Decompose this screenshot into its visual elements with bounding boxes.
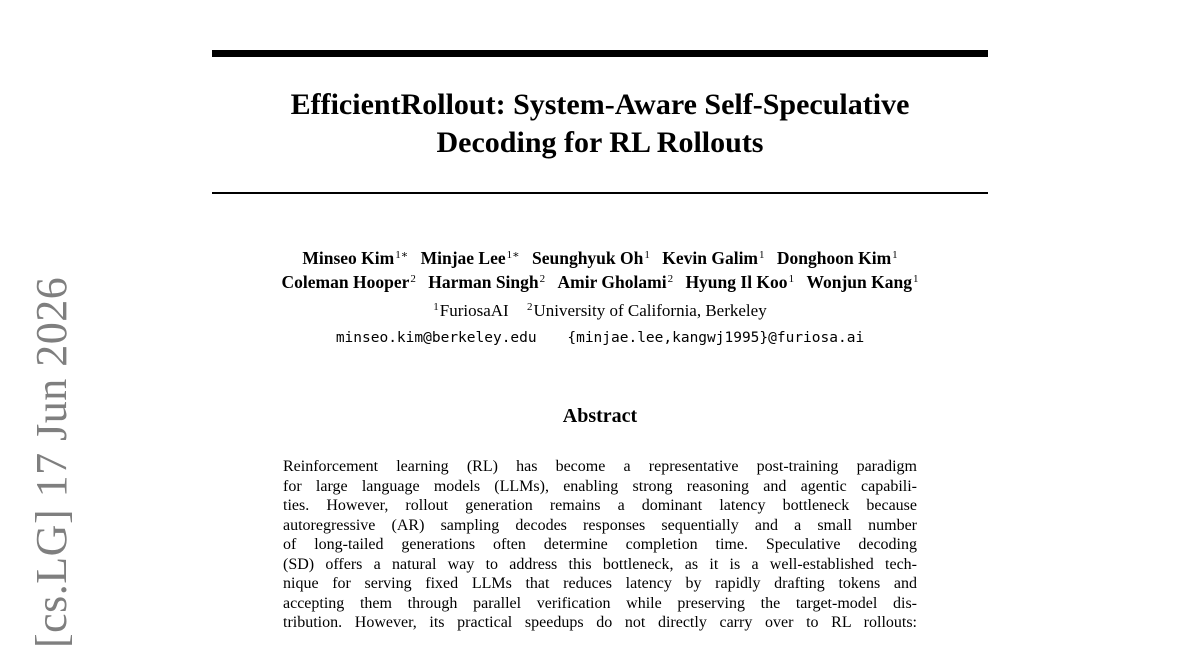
author-row (190, 246, 1010, 270)
arxiv-side-stamp: [cs.LG] 17 Jun 2026 (27, 276, 76, 648)
abstract-line: of long-tailed generations often determine completion time. Speculative decoding (283, 536, 917, 553)
email-address[interactable]: {minjae.lee,kangwj1995}@furiosa.ai (567, 330, 865, 346)
abstract-line: autoregressive (AR) sampling decodes responses sequentially and a small number (283, 516, 917, 534)
abstract-body (283, 457, 917, 633)
author (428, 270, 545, 294)
affiliation (527, 300, 767, 322)
abstract-line: (SD) offers a natural way to address this bottleneck, as it is a well-established tech- (283, 555, 917, 573)
abstract-line: Reinforcement learning (RL) has become a representative post-training paradigm (283, 458, 917, 475)
author-name: Kevin Galim (662, 248, 759, 268)
author (806, 270, 918, 294)
author (302, 246, 408, 270)
affiliations (212, 300, 988, 322)
title-bottom-rule (212, 192, 988, 194)
affiliation-name: University of California, Berkeley (533, 301, 767, 320)
author-name: Minseo Kim (302, 248, 395, 268)
author-name: Amir Gholami (557, 272, 667, 292)
author (532, 246, 650, 270)
abstract-line: ties. However, rollout generation remains a dominant latency bottleneck because (283, 497, 917, 514)
affiliation-mark: 1 (433, 301, 439, 313)
author-affiliation-mark: 1∗ (506, 249, 520, 261)
author (662, 246, 764, 270)
author (558, 270, 674, 294)
author-affiliation-mark: 1 (912, 273, 919, 285)
author-list (190, 246, 1010, 294)
abstract-heading: Abstract (562, 405, 638, 427)
paper-title-line: Decoding for RL Rollouts (436, 126, 764, 159)
affiliation-mark: 2 (526, 301, 533, 313)
contact-emails (212, 328, 988, 348)
paper-title-line: EfficientRollout: System-Aware Self-Speculative (290, 88, 910, 121)
author-row (190, 270, 1010, 294)
author-name: Seunghyuk Oh (531, 248, 644, 268)
author-affiliation-mark: 2 (667, 273, 674, 285)
author-affiliation-mark: 1 (759, 249, 765, 261)
abstract-line: accepting them through parallel verification while preserving the target-model dis- (283, 594, 917, 612)
email-address[interactable]: minseo.kim@berkeley.edu (335, 330, 537, 346)
author (777, 246, 898, 270)
abstract-line: nique for serving fixed LLMs that reduces latency by rapidly drafting tokens and (283, 575, 917, 592)
author-name: Harman Singh (428, 272, 539, 292)
author (685, 270, 794, 294)
author-affiliation-mark: 1∗ (395, 249, 409, 261)
affiliation (433, 300, 508, 322)
title-top-rule (212, 50, 988, 57)
abstract-line: tribution. However, its practical speedups do not directly carry over to RL rollouts: (283, 614, 917, 631)
author (421, 246, 520, 270)
paper-title (212, 86, 988, 162)
author-affiliation-mark: 2 (539, 273, 546, 285)
author-name: Minjae Lee (420, 248, 506, 268)
author-affiliation-mark: 1 (788, 273, 795, 285)
author-affiliation-mark: 2 (410, 273, 416, 285)
abstract-line: for large language models (LLMs), enabling strong reasoning and agentic capabili- (283, 477, 917, 495)
affiliation-name: FuriosaAI (439, 301, 509, 320)
author-name: Wonjun Kang (806, 272, 912, 292)
author-name: Donghoon Kim (776, 248, 892, 268)
author-name: Coleman Hooper (281, 272, 410, 292)
author-affiliation-mark: 1 (644, 249, 650, 261)
author-name: Hyung Il Koo (685, 272, 788, 292)
author-affiliation-mark: 1 (892, 249, 898, 261)
author (282, 270, 416, 294)
